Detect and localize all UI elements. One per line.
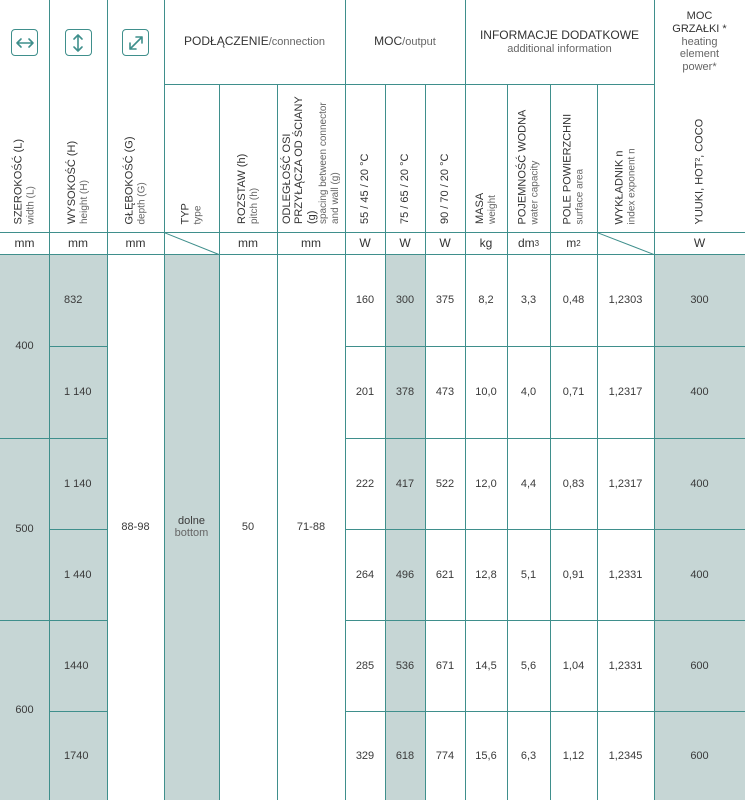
column-header-pl: WYSOKOŚĆ (H): [65, 140, 78, 224]
output-header-en: output: [405, 35, 436, 48]
grid-line: [597, 254, 598, 800]
grid-line: [597, 84, 598, 254]
column-header-7: [388, 92, 422, 224]
grid-line: [49, 529, 107, 530]
unit-cell: mm: [68, 236, 88, 250]
row-height-value: 1440: [64, 659, 89, 672]
grid-line: [49, 254, 50, 800]
connection-header-sep: /: [268, 35, 272, 48]
spacing-value: 71-88: [296, 521, 326, 533]
width-value: 400: [15, 340, 34, 352]
row-p75-value: 378: [395, 386, 415, 398]
column-header-8: [428, 92, 462, 224]
grid-line: [0, 254, 745, 255]
column-header-pl: 90 / 70 / 20 °C: [438, 153, 451, 224]
grid-line: [654, 0, 655, 84]
row-p75-value: 300: [395, 294, 415, 306]
width-arrow-icon: [11, 29, 38, 56]
column-header-pl: SZEROKOŚĆ (L): [12, 138, 25, 224]
grid-line: [345, 438, 745, 439]
row-area-value: 0,71: [562, 386, 585, 398]
column-header-pl: YUUKI, HOT², COCO: [693, 118, 706, 224]
row-water-value: 4,4: [520, 477, 537, 490]
row-height-value: 1740: [64, 749, 89, 762]
row-p55-value: 329: [355, 749, 375, 762]
unit-cell: W: [439, 236, 451, 250]
additional-info-header-pl: INFORMACJE DODATKOWE: [479, 27, 640, 42]
row-weight-value: 15,6: [475, 749, 497, 762]
height-arrow-icon: [65, 29, 92, 56]
additional-info-header: [465, 0, 654, 84]
row-weight-value: 14,5: [475, 659, 497, 672]
grid-line: [277, 84, 278, 254]
grid-line: [49, 346, 107, 347]
row-heater-value: 400: [690, 477, 709, 490]
column-header-11: [553, 92, 594, 224]
column-header-pl: TYP: [179, 202, 192, 224]
column-header-en: index exponent n: [626, 147, 638, 224]
row-n-value: 1,2317: [608, 477, 643, 490]
row-p55-value: 201: [355, 386, 375, 398]
unit-exponent: 2: [576, 238, 581, 248]
row-p55-value: 160: [355, 294, 375, 306]
grid-line: [465, 0, 466, 84]
type-value: [164, 254, 219, 800]
column-header-pl: 75 / 65 / 20 °C: [398, 153, 411, 224]
output-header-pl: MOC: [374, 34, 403, 49]
row-area-value: 0,91: [562, 568, 585, 581]
column-header-10: [510, 92, 547, 224]
width-value: 500: [15, 523, 34, 535]
row-heater-value: 600: [690, 659, 709, 672]
grid-line: [164, 84, 165, 254]
row-p75-value: 536: [395, 659, 415, 672]
row-p90-value: 522: [435, 477, 455, 490]
column-header-1: [52, 92, 104, 224]
heater-power-header: [654, 0, 745, 84]
row-p75-value: 417: [395, 477, 415, 490]
row-n-value: 1,2303: [608, 294, 643, 306]
grid-line: [385, 254, 386, 800]
column-header-en: type: [192, 205, 204, 224]
unit-cell: mm: [301, 236, 321, 250]
grid-line: [425, 254, 426, 800]
row-weight-value: 12,0: [475, 477, 497, 490]
pitch-value: 50: [241, 521, 255, 533]
row-p55-value: 222: [355, 477, 375, 490]
row-area-value: 1,04: [562, 659, 585, 672]
heater-power-header-en1: heating: [681, 35, 718, 48]
column-header-3: [167, 92, 216, 224]
grid-line: [345, 254, 346, 800]
unit-exponent: 3: [534, 238, 540, 248]
grid-line: [654, 84, 655, 254]
row-n-value: 1,2331: [608, 659, 643, 672]
row-water-value: 4,0: [520, 386, 537, 398]
column-header-pl: MASA: [473, 192, 486, 224]
row-water-value: 3,3: [520, 294, 537, 306]
heater-power-header-pl2: GRZAŁKI *: [672, 23, 727, 36]
row-heater-value: 400: [690, 386, 709, 398]
type-value-pl: dolne: [178, 515, 205, 527]
grid-line: [345, 711, 745, 712]
unit-cell: W: [359, 236, 371, 250]
depth-value: 88-98: [121, 521, 150, 533]
column-header-13: [657, 92, 742, 224]
unit-cell: mm: [125, 236, 146, 250]
grid-line: [107, 0, 108, 84]
width-value: 600: [15, 704, 34, 716]
row-height-value: 832: [64, 294, 83, 306]
grid-line: [49, 711, 107, 712]
row-water-value: 6,3: [520, 749, 537, 762]
grid-line: [0, 620, 107, 621]
row-n-value: 1,2331: [608, 568, 643, 581]
heater-power-header-en2: element: [679, 48, 720, 61]
row-heater-value: 400: [690, 568, 709, 581]
grid-line: [107, 84, 108, 254]
column-header-pl: 55 / 45 / 20 °C: [358, 153, 371, 224]
column-header-9: [468, 92, 504, 224]
connection-header-pl: PODŁĄCZENIE: [184, 34, 269, 49]
grid-line: [345, 346, 745, 347]
grid-line: [164, 254, 165, 800]
row-area-value: 0,83: [562, 477, 585, 490]
unit-base: dm: [517, 236, 535, 250]
grid-line: [277, 254, 278, 800]
row-height-value: 1 440: [64, 568, 92, 581]
column-header-en: depth (G): [136, 181, 148, 224]
grid-line: [507, 254, 508, 800]
row-weight-value: 12,8: [475, 568, 497, 581]
type-value-en: bottom: [174, 527, 209, 539]
grid-line: [550, 254, 551, 800]
row-p90-value: 671: [435, 659, 455, 672]
column-header-pl: POLE POWIERZCHNI: [561, 113, 574, 224]
column-header-pl: GŁĘBOKOŚĆ (G): [123, 135, 136, 224]
row-p90-value: 375: [435, 294, 455, 306]
unit-cell: [550, 232, 597, 254]
grid-line: [385, 84, 386, 254]
grid-line: [219, 84, 220, 254]
grid-line: [654, 254, 655, 800]
grid-line: [345, 84, 346, 254]
column-header-en: surface area: [574, 168, 586, 224]
column-header-en: width (L): [25, 185, 37, 224]
unit-cell: [507, 232, 550, 254]
row-weight-value: 8,2: [478, 294, 494, 306]
row-water-value: 5,6: [520, 659, 537, 672]
row-p75-value: 496: [395, 568, 415, 581]
additional-info-header-en: additional information: [507, 42, 612, 55]
row-p90-value: 473: [435, 386, 455, 398]
column-header-pl: ROZSTAW (h): [235, 153, 248, 224]
row-water-value: 5,1: [520, 568, 537, 581]
output-header: [345, 0, 465, 84]
row-p90-value: 621: [435, 568, 455, 581]
unit-cell: kg: [479, 236, 493, 250]
grid-line: [345, 0, 346, 84]
column-header-en: pitch (h): [248, 187, 260, 224]
row-weight-value: 10,0: [475, 386, 497, 398]
grid-line: [49, 0, 50, 84]
grid-line: [107, 254, 108, 800]
unit-cell: W: [693, 236, 706, 250]
row-n-value: 1,2345: [608, 749, 643, 762]
output-header-sep: /: [402, 35, 406, 48]
grid-line: [465, 84, 466, 254]
column-header-en: weight: [486, 195, 498, 224]
row-p55-value: 264: [355, 568, 375, 581]
column-header-6: [348, 92, 382, 224]
grid-line: [507, 84, 508, 254]
row-p55-value: 285: [355, 659, 375, 672]
row-height-value: 1 140: [64, 386, 92, 398]
grid-line: [345, 529, 745, 530]
grid-line: [164, 0, 165, 84]
column-header-12: [600, 92, 651, 224]
row-height-value: 1 140: [64, 477, 92, 490]
unit-cell: mm: [14, 236, 35, 250]
column-header-pl: WYKŁADNIK n: [613, 150, 626, 224]
grid-line: [219, 254, 220, 800]
row-p75-value: 618: [395, 749, 415, 762]
connection-header: [164, 0, 345, 84]
column-header-en: spacing between connector and wall (g): [318, 102, 341, 224]
column-header-pl: POJEMNOŚĆ WODNA: [516, 109, 529, 224]
grid-line: [164, 84, 654, 85]
column-header-5: [280, 92, 342, 224]
row-n-value: 1,2317: [608, 386, 643, 398]
column-header-en: water capacity: [529, 160, 541, 224]
column-header-pl: ODLEGŁOŚĆ OSI PRZYŁĄCZA OD ŚCIANY (g): [280, 96, 318, 224]
unit-base: m: [566, 236, 577, 250]
depth-arrow-icon: [122, 29, 149, 56]
heater-power-header-pl1: MOC: [686, 10, 713, 23]
connection-header-en: connection: [271, 35, 325, 48]
row-area-value: 0,48: [562, 294, 585, 306]
grid-line: [550, 84, 551, 254]
column-header-0: [3, 92, 46, 224]
unit-cell: W: [399, 236, 411, 250]
grid-line: [0, 232, 745, 233]
grid-line: [345, 620, 745, 621]
row-heater-value: 300: [690, 294, 709, 306]
grid-line: [0, 438, 107, 439]
column-header-4: [222, 92, 274, 224]
grid-line: [425, 84, 426, 254]
row-area-value: 1,12: [562, 749, 585, 762]
grid-line: [465, 254, 466, 800]
column-header-en: height (H): [78, 180, 90, 224]
row-heater-value: 600: [690, 749, 709, 762]
row-p90-value: 774: [435, 749, 455, 762]
unit-cell: mm: [238, 236, 258, 250]
grid-line: [49, 84, 50, 254]
column-header-2: [110, 92, 161, 224]
heater-power-header-en3: power*: [682, 60, 717, 73]
